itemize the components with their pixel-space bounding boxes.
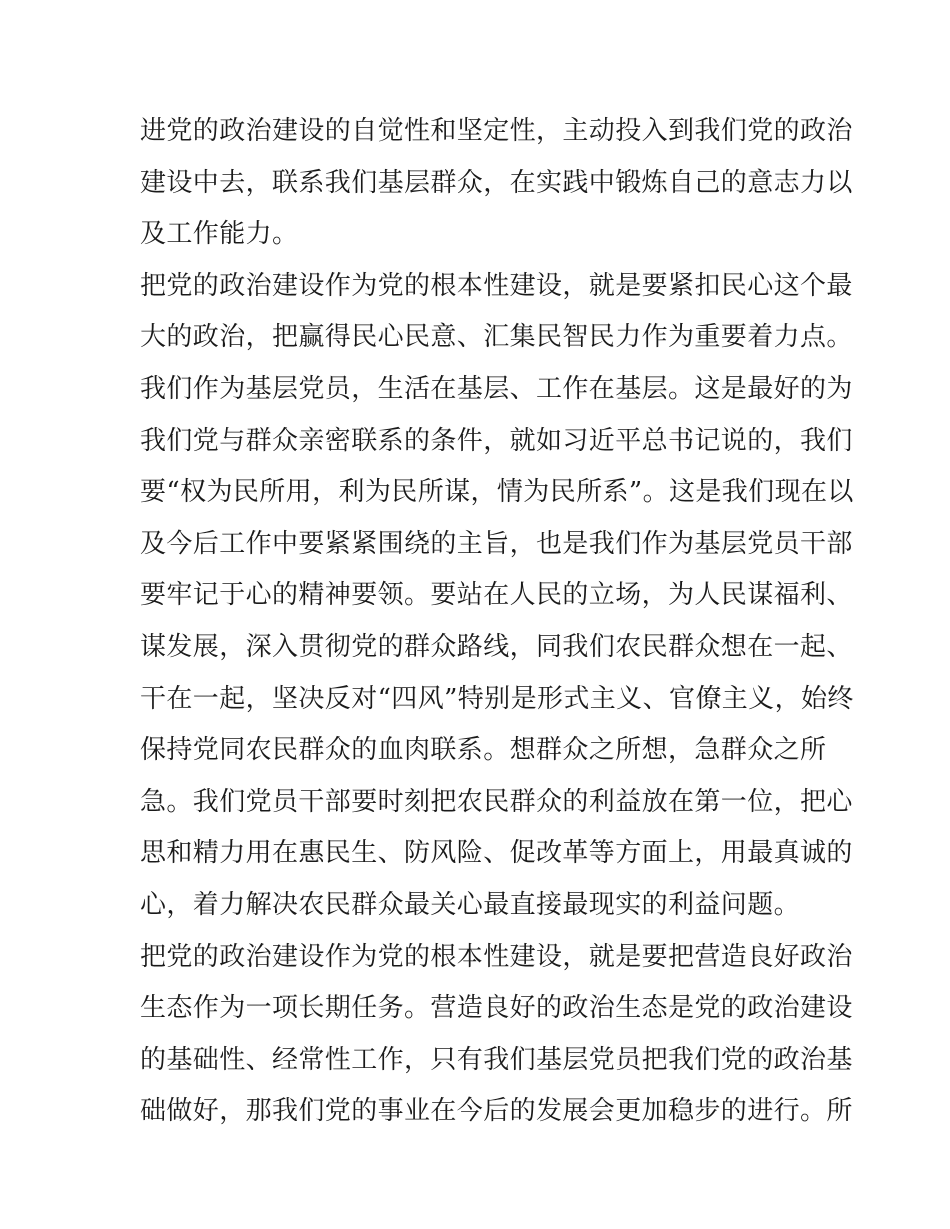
text-line: 进党的政治建设的自觉性和坚定性，主动投入到我们党的政治 bbox=[140, 116, 853, 146]
text-line: 及今后工作中要紧紧围绕的主旨，也是我们作为基层党员干部 bbox=[140, 528, 853, 559]
text-line: 生态作为一项长期任务。营造良好的政治生态是党的政治建设 bbox=[140, 993, 853, 1024]
text-line: 础做好，那我们党的事业在今后的发展会更加稳步的进行。所 bbox=[140, 1096, 853, 1127]
text-line: 的基础性、经常性工作，只有我们基层党员把我们党的政治基 bbox=[140, 1044, 853, 1075]
text-line: 及工作能力。 bbox=[140, 219, 299, 250]
text-line: 我们党与群众亲密联系的条件，就如习近平总书记说的，我们 bbox=[140, 425, 853, 456]
text-line: 保持党同农民群众的血肉联系。想群众之所想，急群众之所 bbox=[140, 735, 827, 766]
text-line: 急。我们党员干部要时刻把农民群众的利益放在第一位，把心 bbox=[140, 786, 853, 817]
text-line: 思和精力用在惠民生、防风险、促改革等方面上，用最真诚的 bbox=[140, 838, 853, 869]
text-line: 要“权为民所用，利为民所谋，情为民所系”。这是我们现在以 bbox=[140, 477, 854, 508]
text-line: 要牢记于心的精神要领。要站在人民的立场，为人民谋福利、 bbox=[140, 580, 853, 611]
text-line: 把党的政治建设作为党的根本性建设，就是要把营造良好政治 bbox=[140, 941, 853, 972]
text-line: 把党的政治建设作为党的根本性建设，就是要紧扣民心这个最 bbox=[140, 270, 853, 301]
text-line: 大的政治，把赢得民心民意、汇集民智民力作为重要着力点。 bbox=[140, 322, 853, 353]
text-line: 谋发展，深入贯彻党的群众路线，同我们农民群众想在一起、 bbox=[140, 631, 853, 662]
body-text bbox=[140, 106, 854, 1138]
text-line: 建设中去，联系我们基层群众，在实践中锻炼自己的意志力以 bbox=[140, 167, 853, 198]
text-line: 心，着力解决农民群众最关心最直接最现实的利益问题。 bbox=[140, 889, 801, 920]
text-line: 干在一起，坚决反对“四风”特别是形式主义、官僚主义，始终 bbox=[140, 683, 854, 714]
text-line: 我们作为基层党员，生活在基层、工作在基层。这是最好的为 bbox=[140, 373, 853, 404]
